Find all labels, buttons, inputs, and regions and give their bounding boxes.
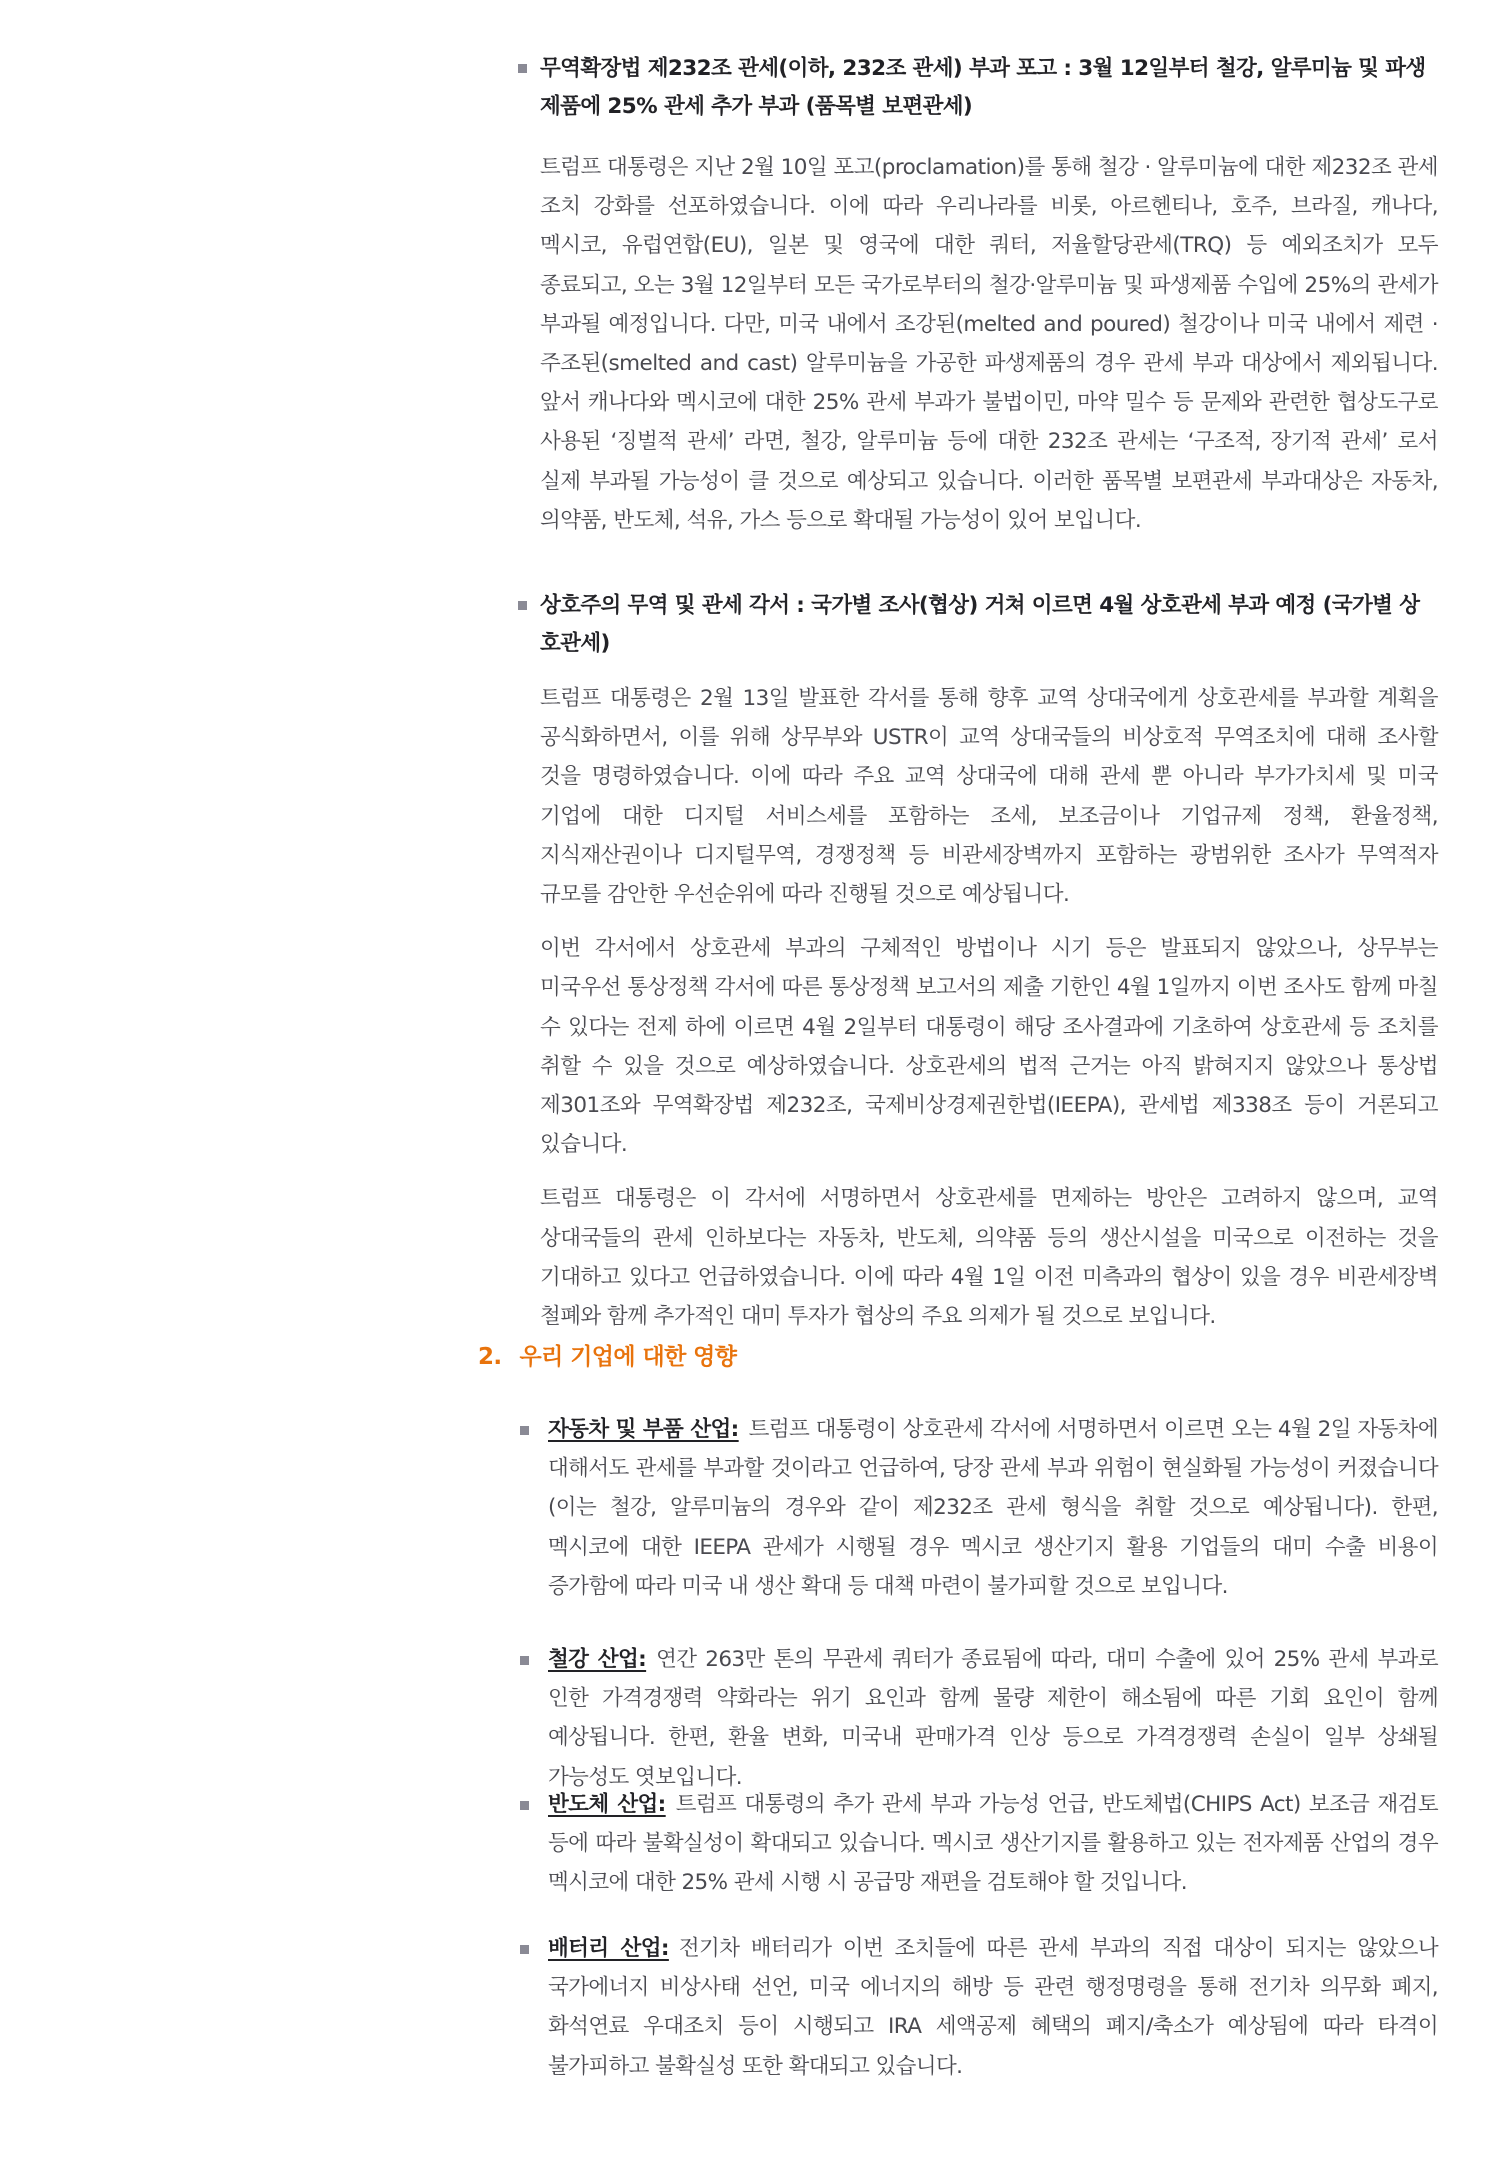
square-bullet-icon bbox=[518, 64, 527, 73]
square-bullet-icon bbox=[520, 1426, 529, 1435]
section232-block bbox=[518, 50, 1438, 540]
industry-text: 트럼프 대통령의 추가 관세 부과 가능성 언급, 반도체법(CHIPS Act) 보조금 재검토 등에 따라 불확실성이 확대되고 있습니다. 멕시코 생산기지를 활용하고 있는 전자제품 산업의 경우 멕시코에 대한 25% 관세 시행 시 공급망 재편을 검토해야 할 것입니다. bbox=[548, 1792, 1438, 1896]
industry-body bbox=[548, 1410, 1438, 1606]
reciprocal-paragraph-3: 트럼프 대통령은 이 각서에 서명하면서 상호관세를 면제하는 방안은 고려하지 않으며, 교역 상대국들의 관세 인하보다는 자동차, 반도체, 의약품 등의 생산시설을 미국으로 이전하는 것을 기대하고 있다고 언급하였습니다. 이에 따라 4월 1일 이전 미측과의 협상이 있을 경우 비관세장벽 철폐와 함께 추가적인 대미 투자가 협상의 주요 의제가 될 것으로 보입니다. bbox=[540, 1186, 1438, 1330]
reciprocal-paragraph-2: 이번 각서에서 상호관세 부과의 구체적인 방법이나 시기 등은 발표되지 않았으나, 상무부는 미국우선 통상정책 각서에 따른 통상정책 보고서의 제출 기한인 4월 1일까지 이번 조사도 함께 마칠 수 있다는 전제 하에 이르면 4월 2일부터 대통령이 해당 조사결과에 기초하여 상호관세 등 조치를 취할 수 있을 것으로 예상하였습니다. 상호관세의 법적 근거는 아직 밝혀지지 않았으나 통상법 제301조와 무역확장법 제232조, 국제비상경제권한법(IEEPA), 관세법 제338조 등이 거론되고 있습니다. bbox=[540, 936, 1438, 1158]
section-heading bbox=[478, 1338, 736, 1371]
section-number: 2. bbox=[478, 1344, 502, 1370]
industry-text: 연간 263만 톤의 무관세 쿼터가 종료됨에 따라, 대미 수출에 있어 25% 관세 부과로 인한 가격경쟁력 약화라는 위기 요인과 함께 물량 제한이 해소됨에 따른 기회 요인이 함께 예상됩니다. 한편, 환율 변화, 미국내 판매가격 인상 등으로 가격경쟁력 손실이 일부 상쇄될 가능성도 엿보입니다. bbox=[548, 1647, 1438, 1790]
industry-label: 자동차 및 부품 산업: bbox=[548, 1417, 739, 1442]
industry-item-auto bbox=[520, 1410, 1438, 1606]
section232-heading bbox=[518, 50, 1438, 126]
reciprocal-tariff-block bbox=[518, 587, 1438, 1336]
reciprocal-paragraph-1: 트럼프 대통령은 2월 13일 발표한 각서를 통해 향후 교역 상대국에게 상호관세를 부과할 계획을 공식화하면서, 이를 위해 상무부와 USTR이 교역 상대국들의 비상호적 무역조치에 대해 조사할 것을 명령하였습니다. 이에 따라 주요 교역 상대국에 대해 관세 뿐 아니라 부가가치세 및 미국 기업에 대한 디지털 서비스세를 포함하는 조세, 보조금이나 기업규제 정책, 환율정책, 지식재산권이나 디지털무역, 경쟁정책 등 비관세장벽까지 포함하는 광범위한 조사가 무역적자 규모를 감안한 우선순위에 따라 진행될 것으로 예상됩니다. bbox=[540, 686, 1438, 908]
industry-label: 반도체 산업: bbox=[548, 1792, 666, 1817]
square-bullet-icon bbox=[520, 1656, 529, 1665]
industry-label: 배터리 산업: bbox=[548, 1936, 669, 1961]
reciprocal-heading bbox=[518, 587, 1438, 663]
industry-item-steel bbox=[520, 1640, 1438, 1797]
industry-item-semiconductor bbox=[520, 1785, 1438, 1903]
section232-paragraph: 트럼프 대통령은 지난 2월 10일 포고(proclamation)를 통해 철강 · 알루미늄에 대한 제232조 관세 조치 강화를 선포하였습니다. 이에 따라 우리나라를 비롯, 아르헨티나, 호주, 브라질, 캐나다, 멕시코, 유럽연합(EU), 일본 및 영국에 대한 쿼터, 저율할당관세(TRQ) 등 예외조치가 모두 종료되고, 오는 3월 12일부터 모든 국가로부터의 철강·알루미늄 및 파생제품 수입에 25%의 관세가 부과될 예정입니다. 다만, 미국 내에서 조강된(melted and poured) 철강이나 미국 내에서 제련 · 주조된(smelted and cast) 알루미늄을 가공한 파생제품의 경우 관세 부과 대상에서 제외됩니다. 앞서 캐나다와 멕시코에 대한 25% 관세 부과가 불법이민, 마약 밀수 등 문제와 관련한 협상도구로 사용된 ‘징벌적 관세’ 라면, 철강, 알루미늄 등에 대한 232조 관세는 ‘구조적, 장기적 관세’ 로서 실제 부과될 가능성이 클 것으로 예상되고 있습니다. 이러한 품목별 보편관세 부과대상은 자동차, 의약품, 반도체, 석유, 가스 등으로 확대될 가능성이 있어 보입니다. bbox=[540, 155, 1438, 533]
square-bullet-icon bbox=[518, 601, 527, 610]
square-bullet-icon bbox=[520, 1801, 529, 1810]
industry-text: 전기차 배터리가 이번 조치들에 따른 관세 부과의 직접 대상이 되지는 않았으나 국가에너지 비상사태 선언, 미국 에너지의 해방 등 관련 행정명령을 통해 전기차 의무화 폐지, 화석연료 우대조치 등이 시행되고 IRA 세액공제 혜택의 폐지/축소가 예상됨에 따라 타격이 불가피하고 불확실성 또한 확대되고 있습니다. bbox=[548, 1936, 1438, 2079]
industry-body bbox=[548, 1785, 1438, 1903]
industry-body bbox=[548, 1929, 1438, 2086]
section232-heading-text: 무역확장법 제232조 관세(이하, 232조 관세) 부과 포고 : 3월 12일부터 철강, 알루미늄 및 파생 제품에 25% 관세 추가 부과 (품목별 보편관세) bbox=[540, 56, 1426, 119]
section-title-text: 우리 기업에 대한 영향 bbox=[519, 1344, 737, 1370]
industry-text: 트럼프 대통령이 상호관세 각서에 서명하면서 이르면 오는 4월 2일 자동차에 대해서도 관세를 부과할 것이라고 언급하여, 당장 관세 부과 위험이 현실화될 가능성이 커졌습니다(이는 철강, 알루미늄의 경우와 같이 제232조 관세 형식을 취할 것으로 예상됩니다). 한편, 멕시코에 대한 IEEPA 관세가 시행될 경우 멕시코 생산기지 활용 기업들의 대미 수출 비용이 증가함에 따라 미국 내 생산 확대 등 대책 마련이 불가피할 것으로 보입니다. bbox=[548, 1417, 1438, 1599]
industry-label: 철강 산업: bbox=[548, 1647, 647, 1672]
industry-item-battery bbox=[520, 1929, 1438, 2086]
industry-body bbox=[548, 1640, 1438, 1797]
reciprocal-heading-text: 상호주의 무역 및 관세 각서 : 국가별 조사(협상) 거쳐 이르면 4월 상호관세 부과 예정 (국가별 상호관세) bbox=[540, 593, 1420, 656]
square-bullet-icon bbox=[520, 1945, 529, 1954]
